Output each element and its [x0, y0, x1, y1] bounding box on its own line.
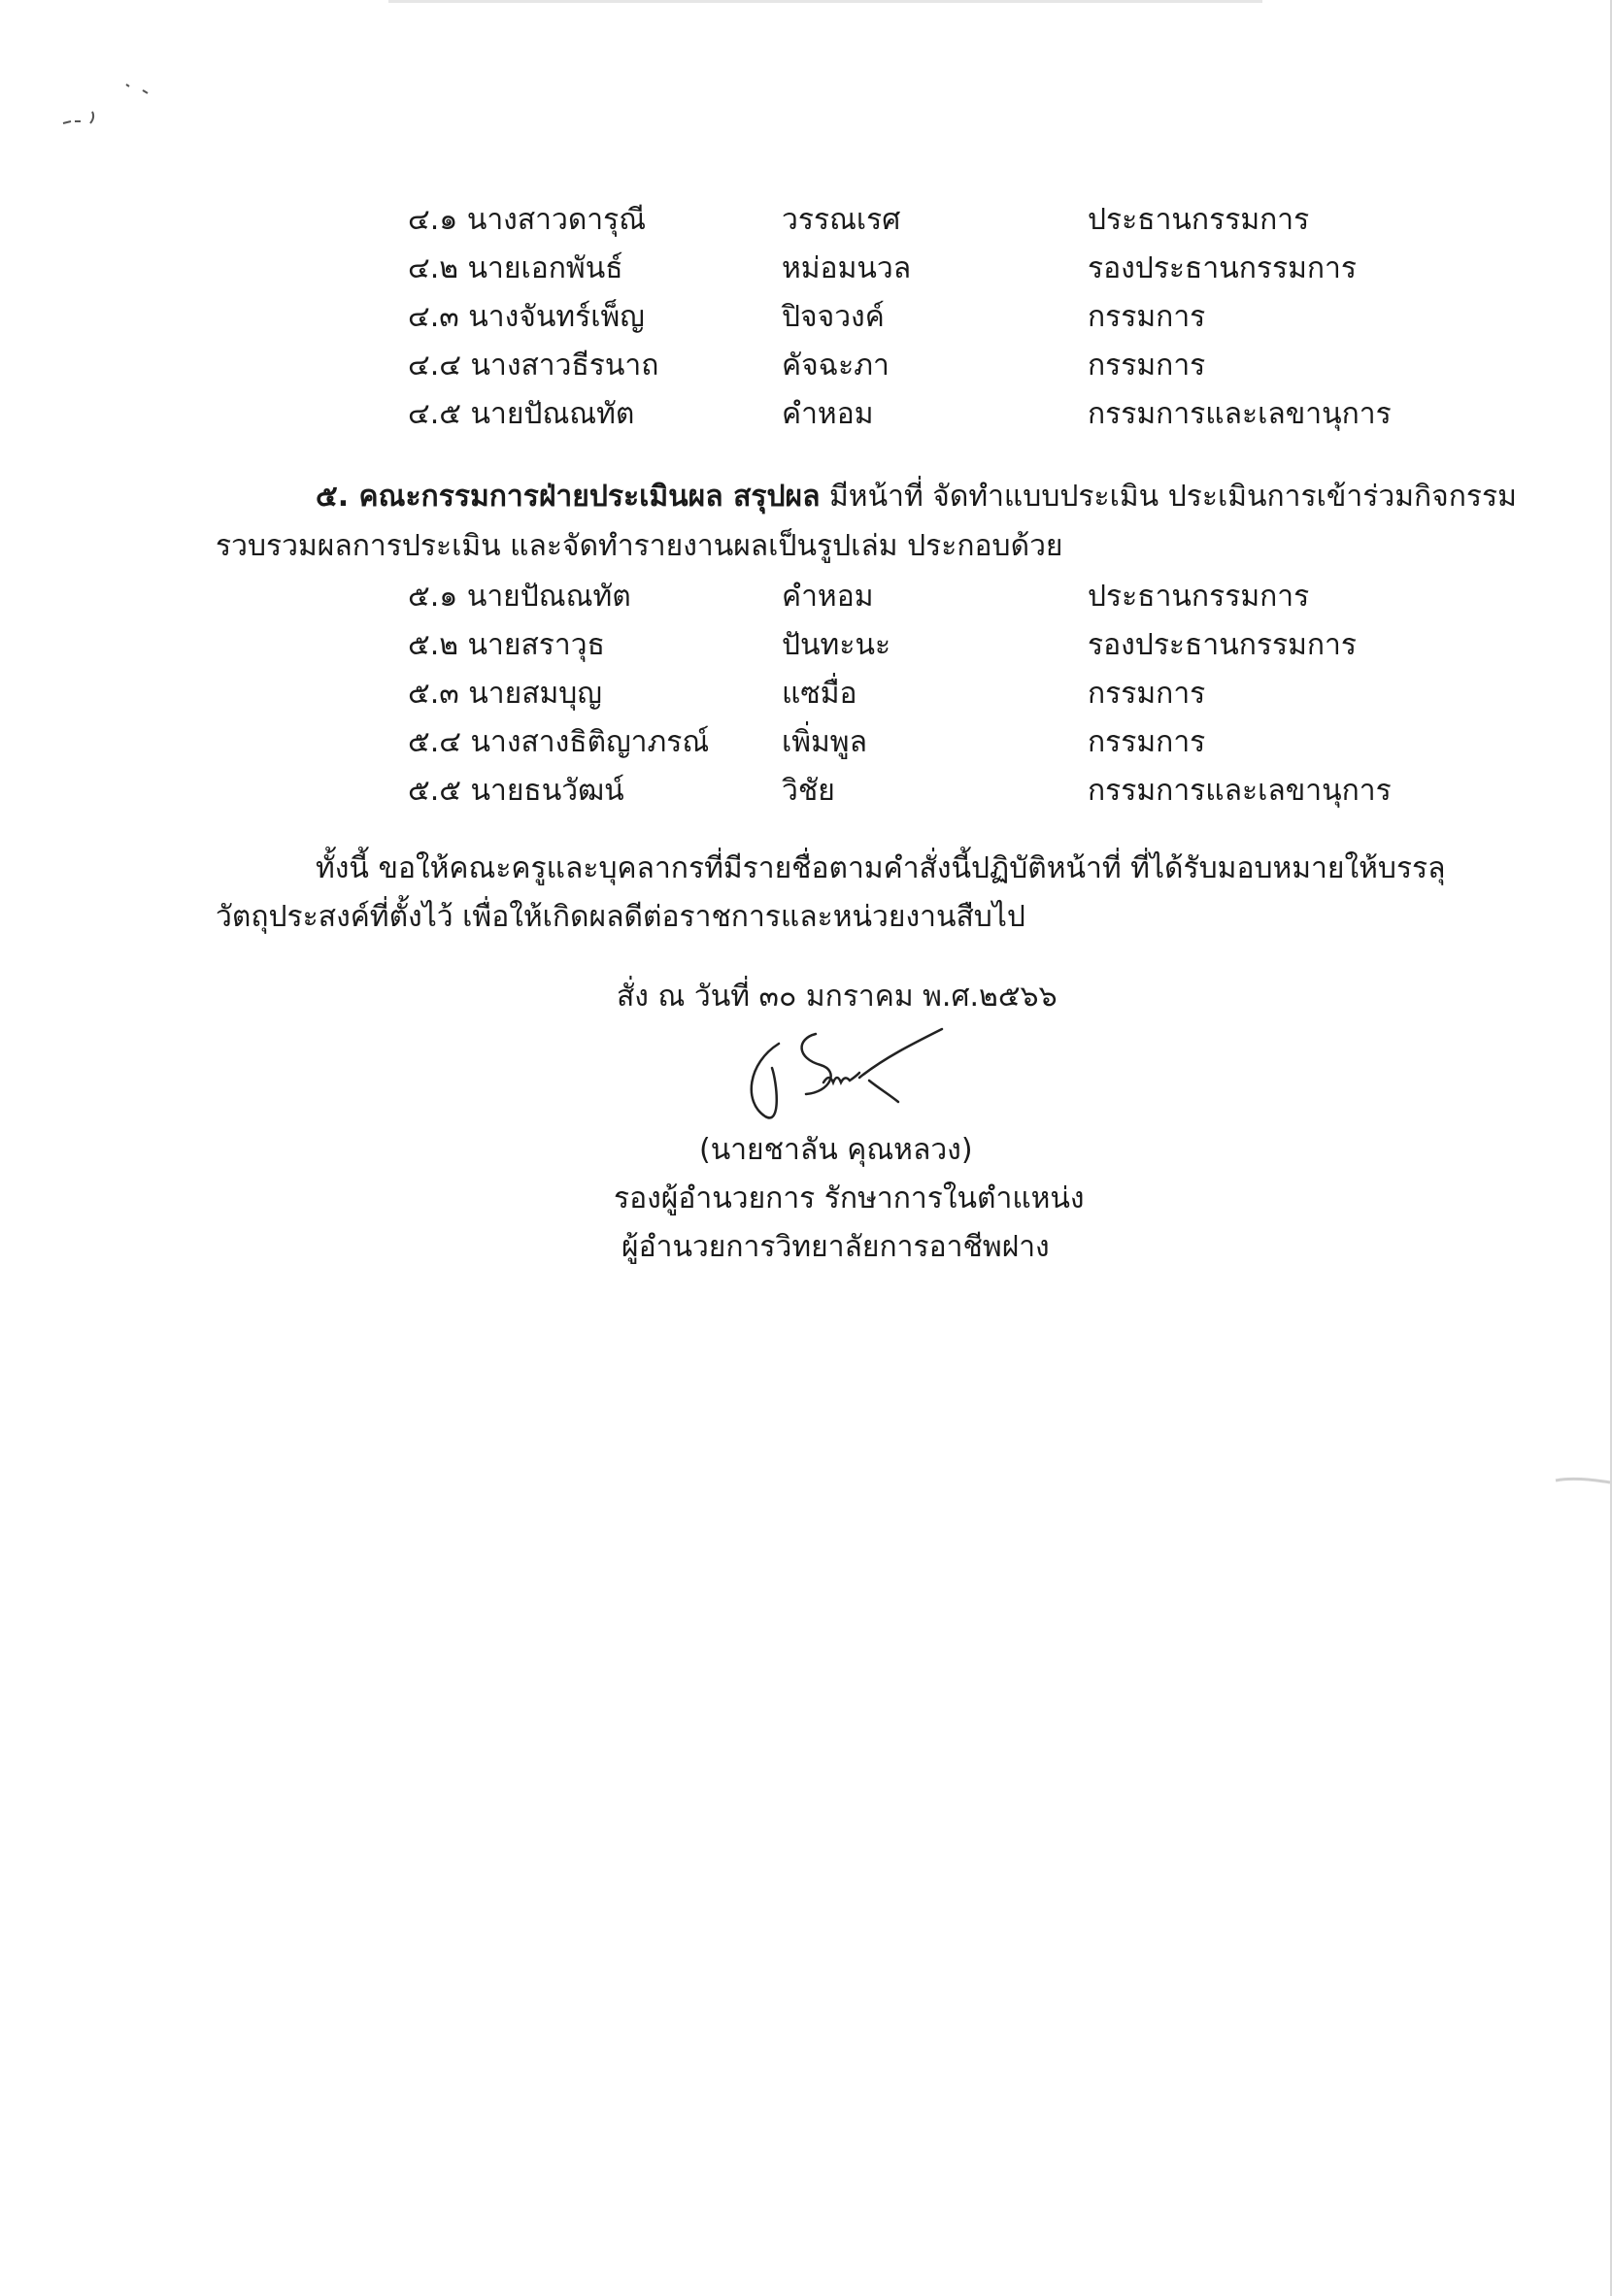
member-role: รองประธานกรรมการ	[1088, 628, 1358, 662]
member-surname: แซมื่อ	[782, 677, 857, 711]
member-role: กรรมการ	[1088, 349, 1206, 383]
member-role: กรรมการ	[1088, 725, 1206, 759]
member-name: ๕.๔ นางสางธิติญาภรณ์	[408, 725, 710, 759]
member-role: กรรมการและเลขานุการ	[1088, 397, 1392, 431]
member-name: ๕.๑ นายปัณณทัต	[408, 580, 631, 614]
section5-duty-line2: รวบรวมผลการประเมิน และจัดทำรายงานผลเป็นรูปเล่ม ประกอบด้วย	[216, 529, 1063, 563]
member-surname: คำหอม	[782, 397, 874, 431]
member-surname: เพิ่มพูล	[782, 725, 867, 759]
member-surname: วิชัย	[782, 774, 835, 808]
member-surname: วรรณเรศ	[782, 203, 901, 237]
scan-edge-top	[388, 0, 1262, 3]
signer-organization: ผู้อำนวยการวิทยาลัยการอาชีพฝาง	[621, 1230, 1050, 1264]
member-role: ประธานกรรมการ	[1088, 580, 1310, 614]
member-name: ๔.๑ นางสาวดารุณี	[408, 203, 647, 237]
member-role: ประธานกรรมการ	[1088, 203, 1310, 237]
signer-name: (นายชาลัน คุณหลวง)	[699, 1133, 973, 1167]
signature	[738, 1024, 961, 1141]
member-surname: คัจฉะภา	[782, 349, 890, 383]
closing-line1: ทั้งนี้ ขอให้คณะครูและบุคลากรที่มีรายชื่อตามคำสั่งนี้ปฏิบัติหน้าที่ ที่ได้รับมอบหมายให้บรรลุ	[316, 851, 1446, 885]
member-name: ๕.๒ นายสราวุธ	[408, 628, 605, 662]
member-name: ๔.๔ นางสาวธีรนาถ	[408, 349, 659, 383]
closing-line2: วัตถุประสงค์ที่ตั้งไว้ เพื่อให้เกิดผลดีต่อราชการและหน่วยงานสืบไป	[216, 900, 1025, 934]
member-role: รองประธานกรรมการ	[1088, 251, 1358, 285]
member-name: ๔.๓ นางจันทร์เพ็ญ	[408, 300, 645, 334]
member-name: ๔.๕ นายปัณณทัต	[408, 397, 635, 431]
scan-speck	[53, 73, 160, 131]
member-name: ๕.๕ นายธนวัฒน์	[408, 774, 624, 808]
member-surname: ปันทะนะ	[782, 628, 891, 662]
member-name: ๔.๒ นายเอกพันธ์	[408, 251, 623, 285]
section5-heading: ๕. คณะกรรมการฝ่ายประเมินผล สรุปผล	[316, 480, 821, 514]
member-role: กรรมการ	[1088, 300, 1206, 334]
section5-heading-line	[316, 473, 1517, 521]
scan-mark-right	[1554, 1471, 1612, 1490]
member-name: ๕.๓ นายสมบุญ	[408, 677, 602, 711]
member-surname: คำหอม	[782, 580, 874, 614]
member-role: กรรมการ	[1088, 677, 1206, 711]
signer-position: รองผู้อำนวยการ รักษาการในตำแหน่ง	[614, 1181, 1085, 1215]
section5-duty-line1: มีหน้าที่ จัดทำแบบประเมิน ประเมินการเข้าร่วมกิจกรรม	[820, 480, 1517, 514]
member-surname: ปิจจวงค์	[782, 300, 885, 334]
member-role: กรรมการและเลขานุการ	[1088, 774, 1392, 808]
order-date: สั่ง ณ วันที่ ๓๐ มกราคม พ.ศ.๒๕๖๖	[617, 980, 1058, 1014]
member-surname: หม่อมนวล	[782, 251, 912, 285]
